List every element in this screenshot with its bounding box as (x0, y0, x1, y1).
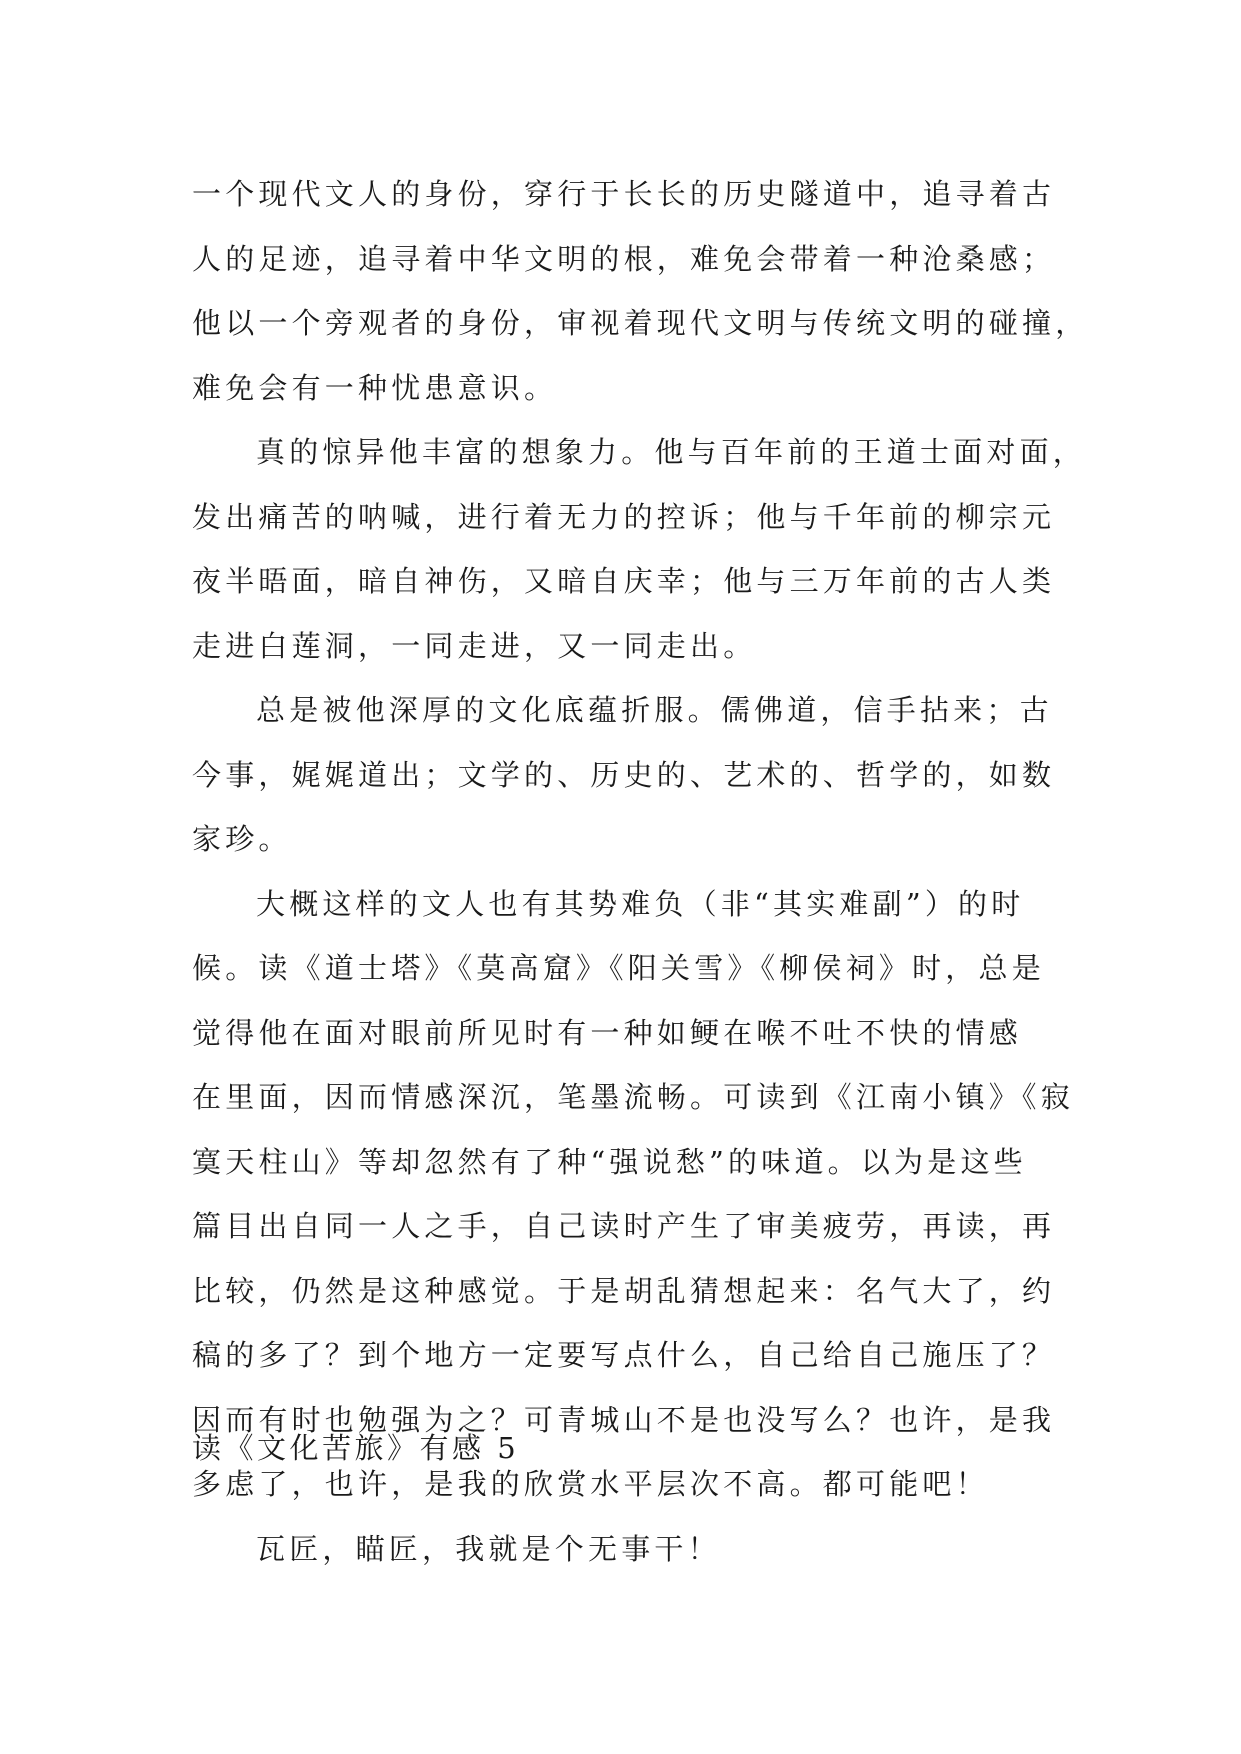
paragraph-1-line-1: 一个现代文人的身份，穿行于长长的历史隧道中，追寻着古 (192, 177, 1056, 211)
paragraph-5-line-1: 瓦匠，瞄匠，我就是个无事干！ (256, 1531, 721, 1566)
paragraph-4-line-2: 候。读《道士塔》《莫高窟》《阳关雪》《柳侯祠》时，总是 (192, 951, 1045, 985)
paragraph-4-line-8: 稿的多了？到个地方一定要写点什么，自己给自己施压了？ (192, 1338, 1056, 1372)
paragraph-1-line-4: 难免会有一种忧患意识。 (192, 370, 558, 405)
paragraph-4-line-6: 篇目出自同一人之手，自己读时产生了审美疲劳，再读，再 (192, 1209, 1056, 1243)
paragraph-4-line-9: 因而有时也勉强为之？可青城山不是也没写么？也许，是我 (192, 1402, 1056, 1437)
paragraph-1-line-2: 人的足迹，追寻着中华文明的根，难免会带着一种沧桑感； (192, 241, 1056, 276)
paragraph-1-line-3: 他以一个旁观者的身份，审视着现代文明与传统文明的碰撞， (192, 306, 1089, 340)
paragraph-2-line-1: 真的惊异他丰富的想象力。他与百年前的王道士面对面， (256, 435, 1087, 469)
paragraph-3-line-1: 总是被他深厚的文化底蕴折服。儒佛道，信手拈来；古 (256, 693, 1053, 727)
body-text (192, 162, 1092, 1581)
paragraph-4-line-3: 觉得他在面对眼前所见时有一种如鲠在喉不吐不快的情感 (192, 1015, 1023, 1050)
paragraph-4-line-7: 比较，仍然是这种感觉。于是胡乱猜想起来：名气大了，约 (192, 1273, 1056, 1308)
section-heading: 读《文化苦旅》有感 5 (192, 1431, 520, 1465)
paragraph-4-line-1: 大概这样的文人也有其势难负（非“其实难副”）的时 (256, 886, 1025, 921)
paragraph-2-line-4: 走进白莲洞，一同走进，又一同走出。 (192, 628, 757, 663)
paragraph-3-line-2: 今事，娓娓道出；文学的、历史的、艺术的、哲学的，如数 (192, 757, 1056, 792)
paragraph-2-line-2: 发出痛苦的呐喊，进行着无力的控诉；他与千年前的柳宗元 (192, 499, 1056, 534)
paragraph-4-line-5: 寞天柱山》等却忽然有了种“强说愁”的味道。以为是这些 (192, 1144, 1027, 1179)
paragraph-3-line-3: 家珍。 (192, 822, 292, 856)
paragraph-2-line-3: 夜半晤面，暗自神伤，又暗自庆幸；他与三万年前的古人类 (192, 564, 1056, 598)
paragraph-4-line-4: 在里面，因而情感深沉，笔墨流畅。可读到《江南小镇》《寂 (192, 1080, 1074, 1114)
paragraph-4-line-10: 多虑了，也许，是我的欣赏水平层次不高。都可能吧！ (192, 1467, 989, 1501)
